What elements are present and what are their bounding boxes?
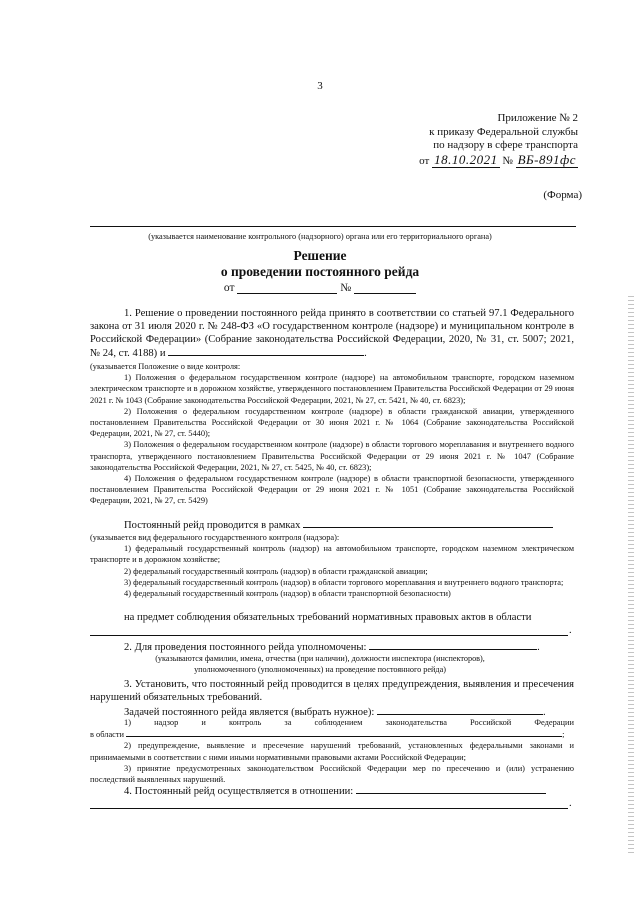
appendix-header — [419, 112, 578, 168]
scan-edge-mark — [628, 296, 634, 856]
section-2-tail: . — [537, 642, 540, 653]
opt1-word: контроль — [228, 718, 262, 727]
opt1-word: надзор — [154, 718, 179, 727]
task-text: Задачей постоянного рейда является (выбрать нужное): — [124, 707, 375, 718]
control-type-list — [90, 532, 574, 599]
handwritten-date: 18.10.2021 — [434, 151, 498, 167]
number-prefix: № — [502, 154, 513, 167]
form-label: (Форма) — [543, 189, 582, 201]
raid-object-field-2[interactable] — [90, 808, 568, 809]
organ-name-field[interactable] — [90, 226, 576, 227]
inspectors-caption-2: уполномоченного (уполномоченных) на проведение постоянного рейда) — [194, 665, 446, 674]
section-1-tail: . — [364, 348, 367, 359]
regulation-caption: (указывается Положение о виде контроля: — [90, 362, 241, 371]
inspectors-field[interactable] — [369, 640, 537, 650]
raid-scope — [90, 518, 574, 532]
opt1-word: законодательства — [385, 718, 447, 727]
section-2 — [90, 640, 574, 654]
subject-text: на предмет соблюдения обязательных требований нормативных правовых актов в области — [124, 612, 532, 623]
page-number: 3 — [317, 80, 323, 92]
opt1-word: 1) — [124, 718, 131, 727]
task-option-2: 2) предупреждение, выявление и пресечение нарушений требований, установленных федеральными законами и принимаемыми в соответствии с ними иными нормативными правовыми актами Российской Федерации; — [90, 741, 574, 762]
document-title: Решение — [293, 248, 347, 263]
task-area-field[interactable] — [126, 728, 565, 740]
task-option-3: 3) принятие предусмотренных законодательством Российской Федерации мер по пресечению и (или) устранению последствий выявленных нарушений. — [90, 763, 574, 785]
appendix-order-line: к приказу Федеральной службы — [429, 125, 578, 138]
task-options — [90, 717, 574, 785]
section-4-text: 4. Постоянный рейд осуществляется в отношении: — [124, 786, 354, 797]
section-1 — [90, 307, 574, 360]
decision-date-field[interactable] — [237, 281, 337, 294]
subject-area-field[interactable] — [90, 635, 568, 636]
raid-scope-text: Постоянный рейд проводится в рамках — [124, 520, 301, 531]
section-4 — [90, 784, 574, 798]
decision-number-field[interactable] — [354, 281, 416, 294]
opt1-end: ; — [562, 730, 565, 740]
inspectors-caption-1: (указываются фамилии, имена, отчества (при наличии), должности инспектора (инспекторов), — [155, 654, 485, 663]
regulation-item-3: 3) Положения о федеральном государственном контроле (надзоре) в области торгового мореплавания и внутреннего водного транспорта, утвержденного постановлением Правительства Российской Федерации от 29 июня 2021 г. № 1047 (Собрание законодательства Российской Федерации, 2021, № 27, ст. 5425, № 40, ст. 6823); — [90, 440, 574, 472]
appendix-date-line — [419, 153, 578, 169]
opt1-word: за — [284, 718, 292, 727]
organ-caption: (указывается наименование контрольного (надзорного) органа или его территориального органа) — [148, 232, 492, 241]
control-type-item-3: 3) федеральный государственный контроль (надзор) в области торгового мореплавания и внутреннего водного транспорта; — [124, 577, 564, 587]
section-3-text: 3. Установить, что постоянный рейд проводится в целях предупреждения, выявления и пресечения нарушений обязательных требований. — [90, 679, 574, 703]
opt1-word: и — [201, 718, 206, 727]
appendix-title: Приложение № 2 — [497, 112, 578, 124]
date-prefix: от — [419, 154, 430, 167]
control-type-field[interactable] — [303, 518, 553, 528]
opt1-tail: в области — [90, 730, 125, 740]
task-tail: . — [543, 707, 546, 718]
regulation-list — [90, 361, 574, 507]
section-2-text: 2. Для проведения постоянного рейда уполномочены: — [124, 642, 367, 653]
handwritten-number: ВБ-891фс — [517, 151, 576, 167]
control-type-item-1: 1) федеральный государственный контроль (надзор) на автомобильном транспорте, городском наземном электрическом транспорте и в дорожном хозяйстве; — [90, 544, 574, 565]
regulation-item-2: 2) Положения о федеральном государственном контроле (надзоре) в области гражданской авиации, утвержденного постановлением Правительства Российской Федерации от 30 июня 2021 г. № 1064 (Собрание законодательства Российской Федерации, 2021, № 27, ст. 5440); — [90, 406, 574, 439]
regulation-item-1: 1) Положения о федеральном государственном контроле (надзоре) на автомобильном транспорте, городском наземном электрическом транспорте и в дорожном хозяйстве, утвержденного постановлением Правительства Российской Федерации от 29 июня 2021 г. № 1043 (Собрание законодательства Российской Федерации, 2021, № 27, ст. 5421, № 40, ст. 6823); — [90, 373, 574, 405]
date-word: от — [223, 282, 235, 294]
raid-object-field[interactable] — [356, 784, 546, 794]
control-type-caption: (указывается вид федерального государственного контроля (надзора): — [90, 533, 340, 542]
control-type-item-4: 4) федеральный государственный контроль (надзор) в области транспортной безопасности) — [124, 589, 451, 599]
regulation-field[interactable] — [168, 346, 364, 356]
task-option-1 — [90, 717, 574, 728]
decision-date-number-line — [0, 281, 640, 294]
document-subtitle: о проведении постоянного рейда — [220, 264, 420, 279]
task-field[interactable] — [377, 705, 543, 715]
number-sign: № — [340, 282, 352, 294]
section-3 — [90, 678, 574, 719]
control-type-item-2: 2) федеральный государственный контроль (надзор) в области гражданской авиации; — [124, 566, 428, 576]
subject-tail: . — [569, 625, 572, 636]
section-1-text: 1. Решение о проведении постоянного рейда принято в соответствии со статьей 97.1 Федерального закона от 31 июля 2020 г. № 248-ФЗ «О государственном контроле (надзоре) и муниципальном контроле в Российской Федерации» (Собрание законодательства Российской Федерации, 2020, № 31, ст. 5007; 2021, № 24, ст. 4188) и — [90, 308, 574, 359]
opt1-word: Федерации — [534, 718, 574, 727]
opt1-word: соблюдением — [314, 718, 363, 727]
subject-line — [90, 611, 574, 624]
appendix-agency-line: по надзору в сфере транспорта — [433, 139, 578, 151]
regulation-item-4: 4) Положения о федеральном государственном контроле (надзоре) в области транспортной безопасности, утвержденного постановлением Правительства Российской Федерации от 29 июня 2021 г. № 1051 (Собрание законодательства Российской Федерации, 2021, № 27, ст. 5429) — [90, 474, 574, 506]
opt1-word: Российской — [470, 718, 512, 727]
section-4-tail: . — [569, 798, 572, 809]
